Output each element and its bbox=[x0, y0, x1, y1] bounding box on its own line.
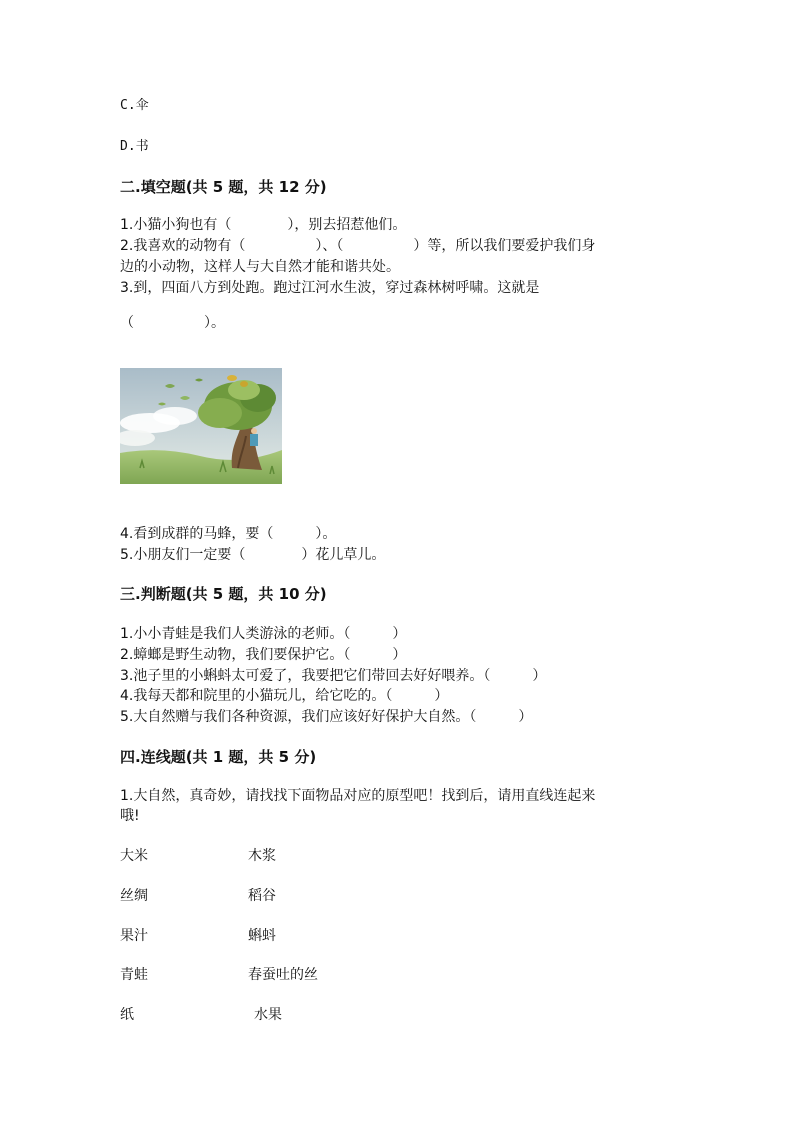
match-question-line2: 哦! bbox=[120, 808, 140, 824]
option-c: C.伞 bbox=[120, 98, 149, 113]
judge-item-2: 2.蟑螂是野生动物，我们要保护它。（ ） bbox=[120, 647, 407, 663]
section2-title: 二.填空题(共 5 题，共 12 分) bbox=[120, 178, 327, 196]
judge-item-1: 1.小小青蛙是我们人类游泳的老师。（ ） bbox=[120, 626, 407, 642]
match-left-item: 大米 bbox=[120, 848, 148, 864]
section3-title: 三.判断题(共 5 题，共 10 分) bbox=[120, 585, 327, 603]
match-left-item: 丝绸 bbox=[120, 888, 148, 904]
fill-question-3-line2: （ ）。 bbox=[120, 315, 225, 331]
match-left-item: 纸 bbox=[120, 1007, 134, 1023]
match-left-item: 青蛙 bbox=[120, 967, 148, 983]
fill-question-2-line1: 2.我喜欢的动物有（ ）、（ ）等，所以我们要爱护我们身 bbox=[120, 238, 596, 254]
fill-question-5: 5.小朋友们一定要（ ）花儿草儿。 bbox=[120, 547, 386, 563]
judge-item-4: 4.我每天都和院里的小猫玩儿，给它吃的。（ ） bbox=[120, 688, 449, 704]
match-right-item: 水果 bbox=[254, 1007, 282, 1023]
tree-illustration bbox=[120, 368, 282, 484]
match-right-item: 木浆 bbox=[248, 848, 276, 864]
match-left-item: 果汁 bbox=[120, 928, 148, 944]
option-d: D.书 bbox=[120, 139, 149, 154]
match-question-line1: 1.大自然，真奇妙，请找找下面物品对应的原型吧！找到后，请用直线连起来 bbox=[120, 788, 596, 804]
fill-question-3-line1: 3.到，四面八方到处跑。跑过江河水生波，穿过森林树呼啸。这就是 bbox=[120, 280, 540, 296]
fill-question-1: 1.小猫小狗也有（ ），别去招惹他们。 bbox=[120, 217, 407, 233]
match-right-item: 春蚕吐的丝 bbox=[248, 967, 318, 983]
judge-item-3: 3.池子里的小蝌蚪太可爱了，我要把它们带回去好好喂养。（ ） bbox=[120, 668, 547, 684]
fill-question-4: 4.看到成群的马蜂，要（ ）。 bbox=[120, 526, 337, 542]
section4-title: 四.连线题(共 1 题，共 5 分) bbox=[120, 748, 317, 766]
fill-question-2-line2: 边的小动物，这样人与大自然才能和谐共处。 bbox=[120, 259, 400, 275]
judge-item-5: 5.大自然赠与我们各种资源，我们应该好好保护大自然。（ ） bbox=[120, 709, 533, 725]
match-right-item: 稻谷 bbox=[248, 888, 276, 904]
match-right-item: 蝌蚪 bbox=[248, 928, 276, 944]
